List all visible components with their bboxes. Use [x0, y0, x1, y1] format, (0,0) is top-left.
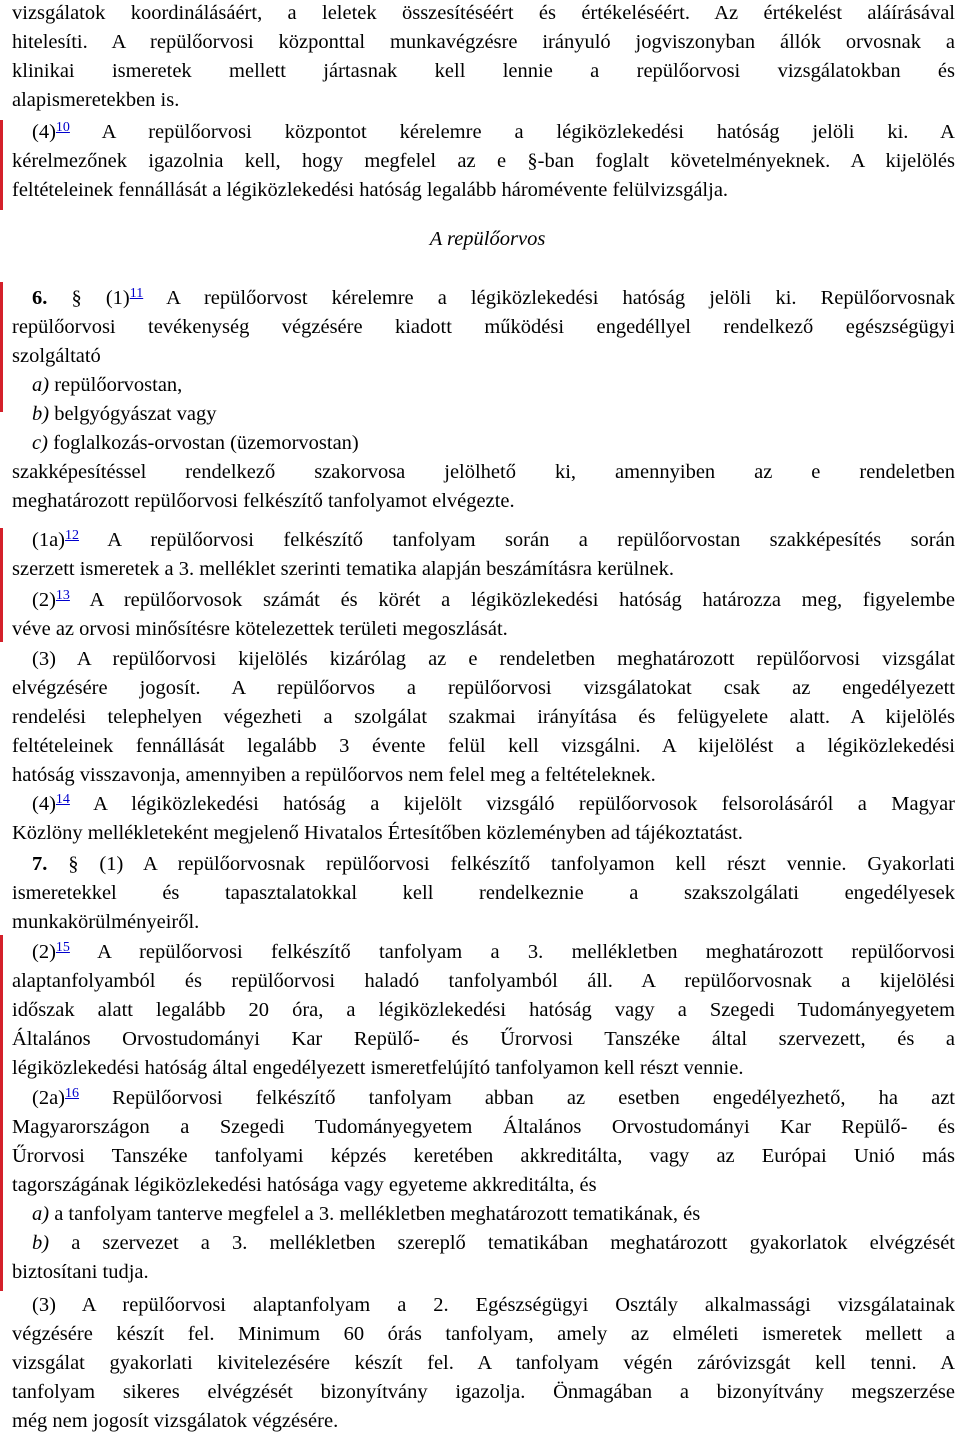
text-line: tanfolyam sikeres elvégzését bizonyítvány igazolja. Önmagában a bizonyítvány megszerzése: [12, 1381, 955, 1403]
list-item: [12, 429, 955, 458]
text-run: A repülőorvost kérelemre a légiközlekedési hatóság jelöli ki. Repülőorvosnak: [143, 287, 956, 309]
change-marker: [0, 528, 3, 642]
text-line: [12, 526, 955, 555]
text-line: még nem jogosít vizsgálatok végzésére.: [12, 1410, 339, 1432]
text-line: alapismeretekben is.: [12, 89, 180, 111]
paragraph-number: (1a): [32, 529, 66, 551]
list-item: [12, 371, 955, 400]
text-line: kérelmezőnek igazolnia kell, hogy megfelel az e §-ban foglalt követelményeknek. A kijelölés: [12, 150, 955, 172]
text-line: hatóság visszavonja, amennyiben a repülőorvos nem felel meg a feltételeknek.: [12, 764, 656, 786]
text-line: munkakörülményeiről.: [12, 911, 200, 933]
footnote-link[interactable]: 15: [55, 940, 70, 955]
text-line: vizsgálatok koordinálásáért, a leletek összesítéséért és értékeléséért. Az értékelést aláírásával: [12, 2, 955, 24]
text-run: Repülőorvosi felkészítő tanfolyam abban az esetben engedélyezhető, ha azt: [79, 1087, 955, 1109]
text-line: ismeretekkel és tapasztalatokkal kell rendelkeznie a szakszolgálati engedélyesek: [12, 882, 955, 904]
list-marker: a): [32, 1203, 50, 1225]
text-line: légiközlekedési hatóság által engedélyezett ismeretfelújító tanfolyamon kell részt vennie.: [12, 1057, 744, 1079]
text-line: Közlöny mellékleteként megjelenő Hivatalos Értesítőben közleményben ad tájékoztatást.: [12, 822, 743, 844]
text-line: végzésére készít fel. Minimum 60 órás tanfolyam, amely az elméleti ismeretek mellett a: [12, 1323, 955, 1345]
change-marker: [0, 935, 3, 1085]
paragraph-1a: [12, 526, 955, 584]
text-line: tagországának légiközlekedési hatósága vagy egyeteme akkreditálta, és: [12, 1174, 597, 1196]
paragraph-number: (2): [32, 941, 56, 963]
footnote-link[interactable]: 10: [55, 120, 70, 135]
text-line: [12, 938, 955, 967]
text-line: szolgáltató: [12, 345, 101, 367]
text-line: (3) A repülőorvosi alaptanfolyam a 2. Egészségügyi Osztály alkalmassági vizsgálatainak: [32, 1294, 955, 1316]
paragraph-4: [12, 118, 955, 205]
change-marker: [0, 1085, 3, 1291]
list-item: [12, 400, 955, 429]
text-line: repülőorvosi tevékenység végzésére kiadott működési engedéllyel rendelkező egészségügyi: [12, 316, 955, 338]
text-line: [12, 284, 955, 313]
change-marker: [0, 120, 3, 210]
list-text: foglalkozás-orvostan (üzemorvostan): [47, 432, 359, 454]
paragraph-7-2a: [12, 1084, 955, 1287]
text-line: Általános Orvostudományi Kar Repülő- és Űrorvosi Tanszéke által szervezett, és a: [12, 1028, 955, 1050]
text-line: szerzett ismeretek a 3. melléklet szerinti tematika alapján beszámításra kerülnek.: [12, 558, 674, 580]
text-run: A repülőorvosi központot kérelemre a légiközlekedési hatóság jelöli ki. A: [69, 121, 955, 143]
text-line: Űrorvosi Tanszéke tanfolyami képzés keretében akkreditálta, vagy az Európai Unió más: [12, 1145, 955, 1167]
text-line: [12, 850, 955, 879]
text-line: (3) A repülőorvosi kijelölés kizárólag az e rendeletben meghatározott repülőorvosi vizsgálat: [32, 648, 955, 670]
list-marker: b): [32, 403, 50, 425]
text-line: Magyarországon a Szegedi Tudományegyetem Általános Orvostudományi Kar Repülő- és: [12, 1116, 955, 1138]
footnote-link[interactable]: 16: [65, 1086, 80, 1101]
paragraph-number: (4): [32, 793, 56, 815]
list-text: belgyógyászat vagy: [49, 403, 217, 425]
text-line: időszak alatt legalább 20 óra, a légiközlekedési hatóság vagy a Szegedi Tudományegyetem: [12, 999, 955, 1021]
text-run: § (1) A repülőorvosnak repülőorvosi felkészítő tanfolyamon kell részt vennie. Gyakorlati: [47, 853, 955, 875]
text-line: véve az orvosi minősítésre kötelezettek területi megoszlását.: [12, 618, 508, 640]
text-run: A repülőorvosok számát és körét a légiközlekedési hatóság határozza meg, figyelembe: [69, 589, 955, 611]
paragraph-7-3: [12, 1291, 955, 1436]
paragraph-number: (2a): [32, 1087, 66, 1109]
text-line: klinikai ismeretek mellett jártasnak kell lennie a repülőorvosi vizsgálatokban és: [12, 60, 955, 82]
section-number: 6.: [32, 287, 48, 309]
list-item: [12, 1229, 955, 1258]
list-marker: c): [32, 432, 48, 454]
section-7: [12, 850, 955, 937]
footnote-link[interactable]: 11: [129, 286, 144, 301]
paragraph-number: § (1): [47, 287, 130, 309]
section-6: [12, 284, 955, 516]
change-marker: [0, 282, 3, 412]
text-line: feltételeinek fennállását legalább 3 évente felül kell vizsgálni. A kijelölést a légiközlekedési: [12, 735, 955, 757]
paragraph-continuation: [12, 0, 955, 115]
list-item: [12, 1200, 955, 1229]
text-line: meghatározott repülőorvosi felkészítő tanfolyamot elvégezte.: [12, 490, 515, 512]
paragraph-2: [12, 586, 955, 644]
list-marker: a): [32, 374, 50, 396]
list-marker: b): [32, 1232, 50, 1254]
list-text: a tanfolyam tanterve megfelel a 3. mellékletben meghatározott tematikának, és: [49, 1203, 701, 1225]
section-heading: A repülőorvos: [429, 228, 546, 250]
paragraph-4-b: [12, 790, 955, 848]
text-line: hitelesíti. A repülőorvosi központtal munkavégzésre irányuló jogviszonyban állók orvosnak a: [12, 31, 955, 53]
text-line: [12, 118, 955, 147]
text-line: elvégzésére jogosít. A repülőorvos a repülőorvosi vizsgálatokat csak az engedélyezett: [12, 677, 955, 699]
text-line: [12, 790, 955, 819]
text-line: alaptanfolyamból és repülőorvosi haladó tanfolyamból áll. A repülőorvosnak a kijelölési: [12, 970, 955, 992]
text-run: A légiközlekedési hatóság a kijelölt vizsgáló repülőorvosok felsorolásáról a Magyar: [69, 793, 955, 815]
section-number: 7.: [32, 853, 48, 875]
list-text: a szervezet a 3. mellékletben szereplő tematikában meghatározott gyakorlatok elvégzését: [49, 1232, 955, 1254]
footnote-link[interactable]: 13: [55, 588, 70, 603]
text-line: vizsgálat gyakorlati kivitelezésére készít fel. A tanfolyam végén záróvizsgát kell tenni. A: [12, 1352, 955, 1374]
paragraph-7-2: [12, 938, 955, 1083]
paragraph-number: (2): [32, 589, 56, 611]
text-line: rendelési telephelyen végezheti a szolgálat szakmai irányítása és felügyelete alatt. A kijelölés: [12, 706, 955, 728]
text-run: A repülőorvosi felkészítő tanfolyam során a repülőorvostan szakképesítés során: [79, 529, 955, 551]
paragraph-number: (4): [32, 121, 56, 143]
text-run: A repülőorvosi felkészítő tanfolyam a 3. mellékletben meghatározott repülőorvosi: [69, 941, 955, 963]
text-line: [12, 1084, 955, 1113]
footnote-link[interactable]: 12: [65, 528, 80, 543]
text-line: biztosítani tudja.: [12, 1261, 149, 1283]
text-line: szakképesítéssel rendelkező szakorvosa jelölhető ki, amennyiben az e rendeletben: [12, 461, 955, 483]
paragraph-3: [12, 645, 955, 790]
footnote-link[interactable]: 14: [55, 792, 70, 807]
text-line: feltételeinek fennállását a légiközlekedési hatóság legalább háromévente felülvizsgálja.: [12, 179, 729, 201]
text-line: [12, 586, 955, 615]
list-text: repülőorvostan,: [49, 374, 183, 396]
